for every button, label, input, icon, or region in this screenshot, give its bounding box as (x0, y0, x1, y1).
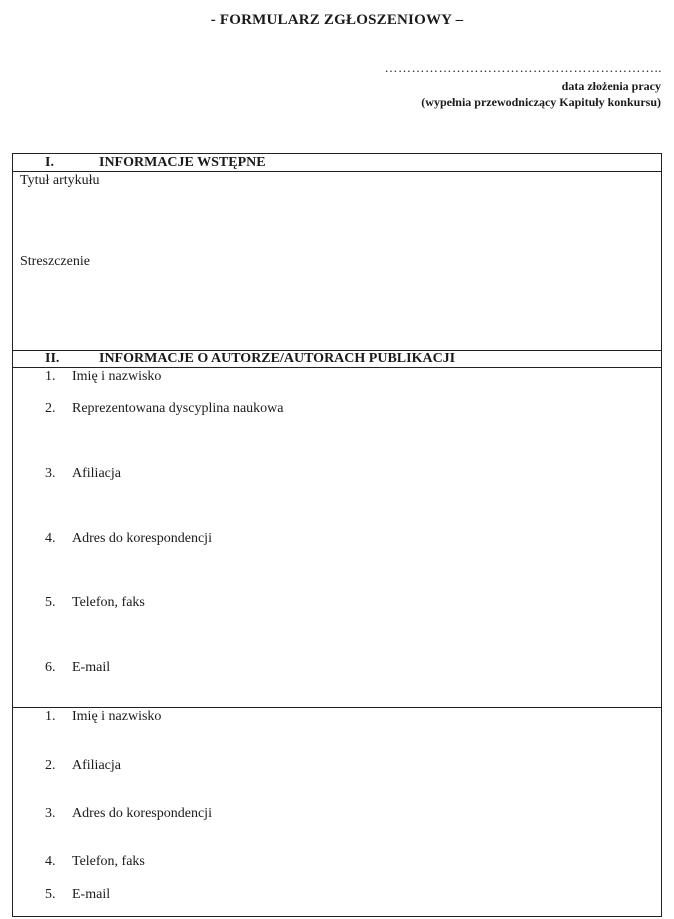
author2-phone-label: Telefon, faks (72, 854, 145, 869)
author1-item-number: 2. (45, 401, 56, 416)
author2-name-label: Imię i nazwisko (72, 709, 162, 724)
author2-item[interactable] (13, 886, 661, 904)
section-1-number: I. (45, 155, 54, 170)
author1-item-number: 1. (45, 369, 56, 384)
author1-phone-label: Telefon, faks (72, 595, 145, 610)
author2-email-label: E-mail (72, 887, 111, 902)
section-1-divider (13, 171, 661, 172)
date-label: data złożenia pracy (561, 79, 661, 93)
author2-item[interactable] (13, 805, 661, 823)
section-1-title: INFORMACJE WSTĘPNE (99, 155, 266, 170)
author2-item-number: 5. (45, 887, 56, 902)
section-1-header (13, 155, 661, 171)
author2-item-number: 3. (45, 806, 56, 821)
author1-item-number: 5. (45, 595, 56, 610)
author2-item-number: 2. (45, 758, 56, 773)
author1-email-label: E-mail (72, 660, 111, 675)
section-2-title: INFORMACJE O AUTORZE/AUTORACH PUBLIKACJI (99, 351, 456, 366)
author1-affiliation-label: Afiliacja (72, 466, 121, 481)
author1-item-number: 6. (45, 660, 56, 675)
date-dotted-line: …………………………………………………….. (384, 60, 662, 75)
date-note: (wypełnia przewodniczący Kapituły konkursu) (421, 95, 661, 109)
author2-affiliation-label: Afiliacja (72, 758, 121, 773)
author1-item[interactable] (13, 465, 661, 483)
section-2-number: II. (45, 351, 60, 366)
form-title: - FORMULARZ ZGŁOSZENIOWY – (210, 12, 464, 28)
section-2-header (13, 351, 661, 367)
author2-item-number: 4. (45, 854, 56, 869)
author2-item[interactable] (13, 757, 661, 775)
author1-name-label: Imię i nazwisko (72, 369, 162, 384)
author1-discipline-label: Reprezentowana dyscyplina naukowa (72, 401, 284, 416)
author1-item-number: 3. (45, 466, 56, 481)
author1-item[interactable] (13, 530, 661, 548)
author2-item-number: 1. (45, 709, 56, 724)
field-article-title[interactable]: Tytuł artykułu (20, 173, 100, 188)
author1-item[interactable] (13, 594, 661, 612)
author1-item[interactable] (13, 659, 661, 677)
author1-item-number: 4. (45, 531, 56, 546)
author1-address-label: Adres do korespondencji (72, 531, 212, 546)
author1-item[interactable] (13, 368, 661, 386)
form-table (12, 153, 662, 917)
author2-item[interactable] (13, 708, 661, 726)
author2-item[interactable] (13, 853, 661, 871)
field-abstract[interactable]: Streszczenie (20, 254, 90, 269)
author2-address-label: Adres do korespondencji (72, 806, 212, 821)
author1-item[interactable] (13, 400, 661, 418)
